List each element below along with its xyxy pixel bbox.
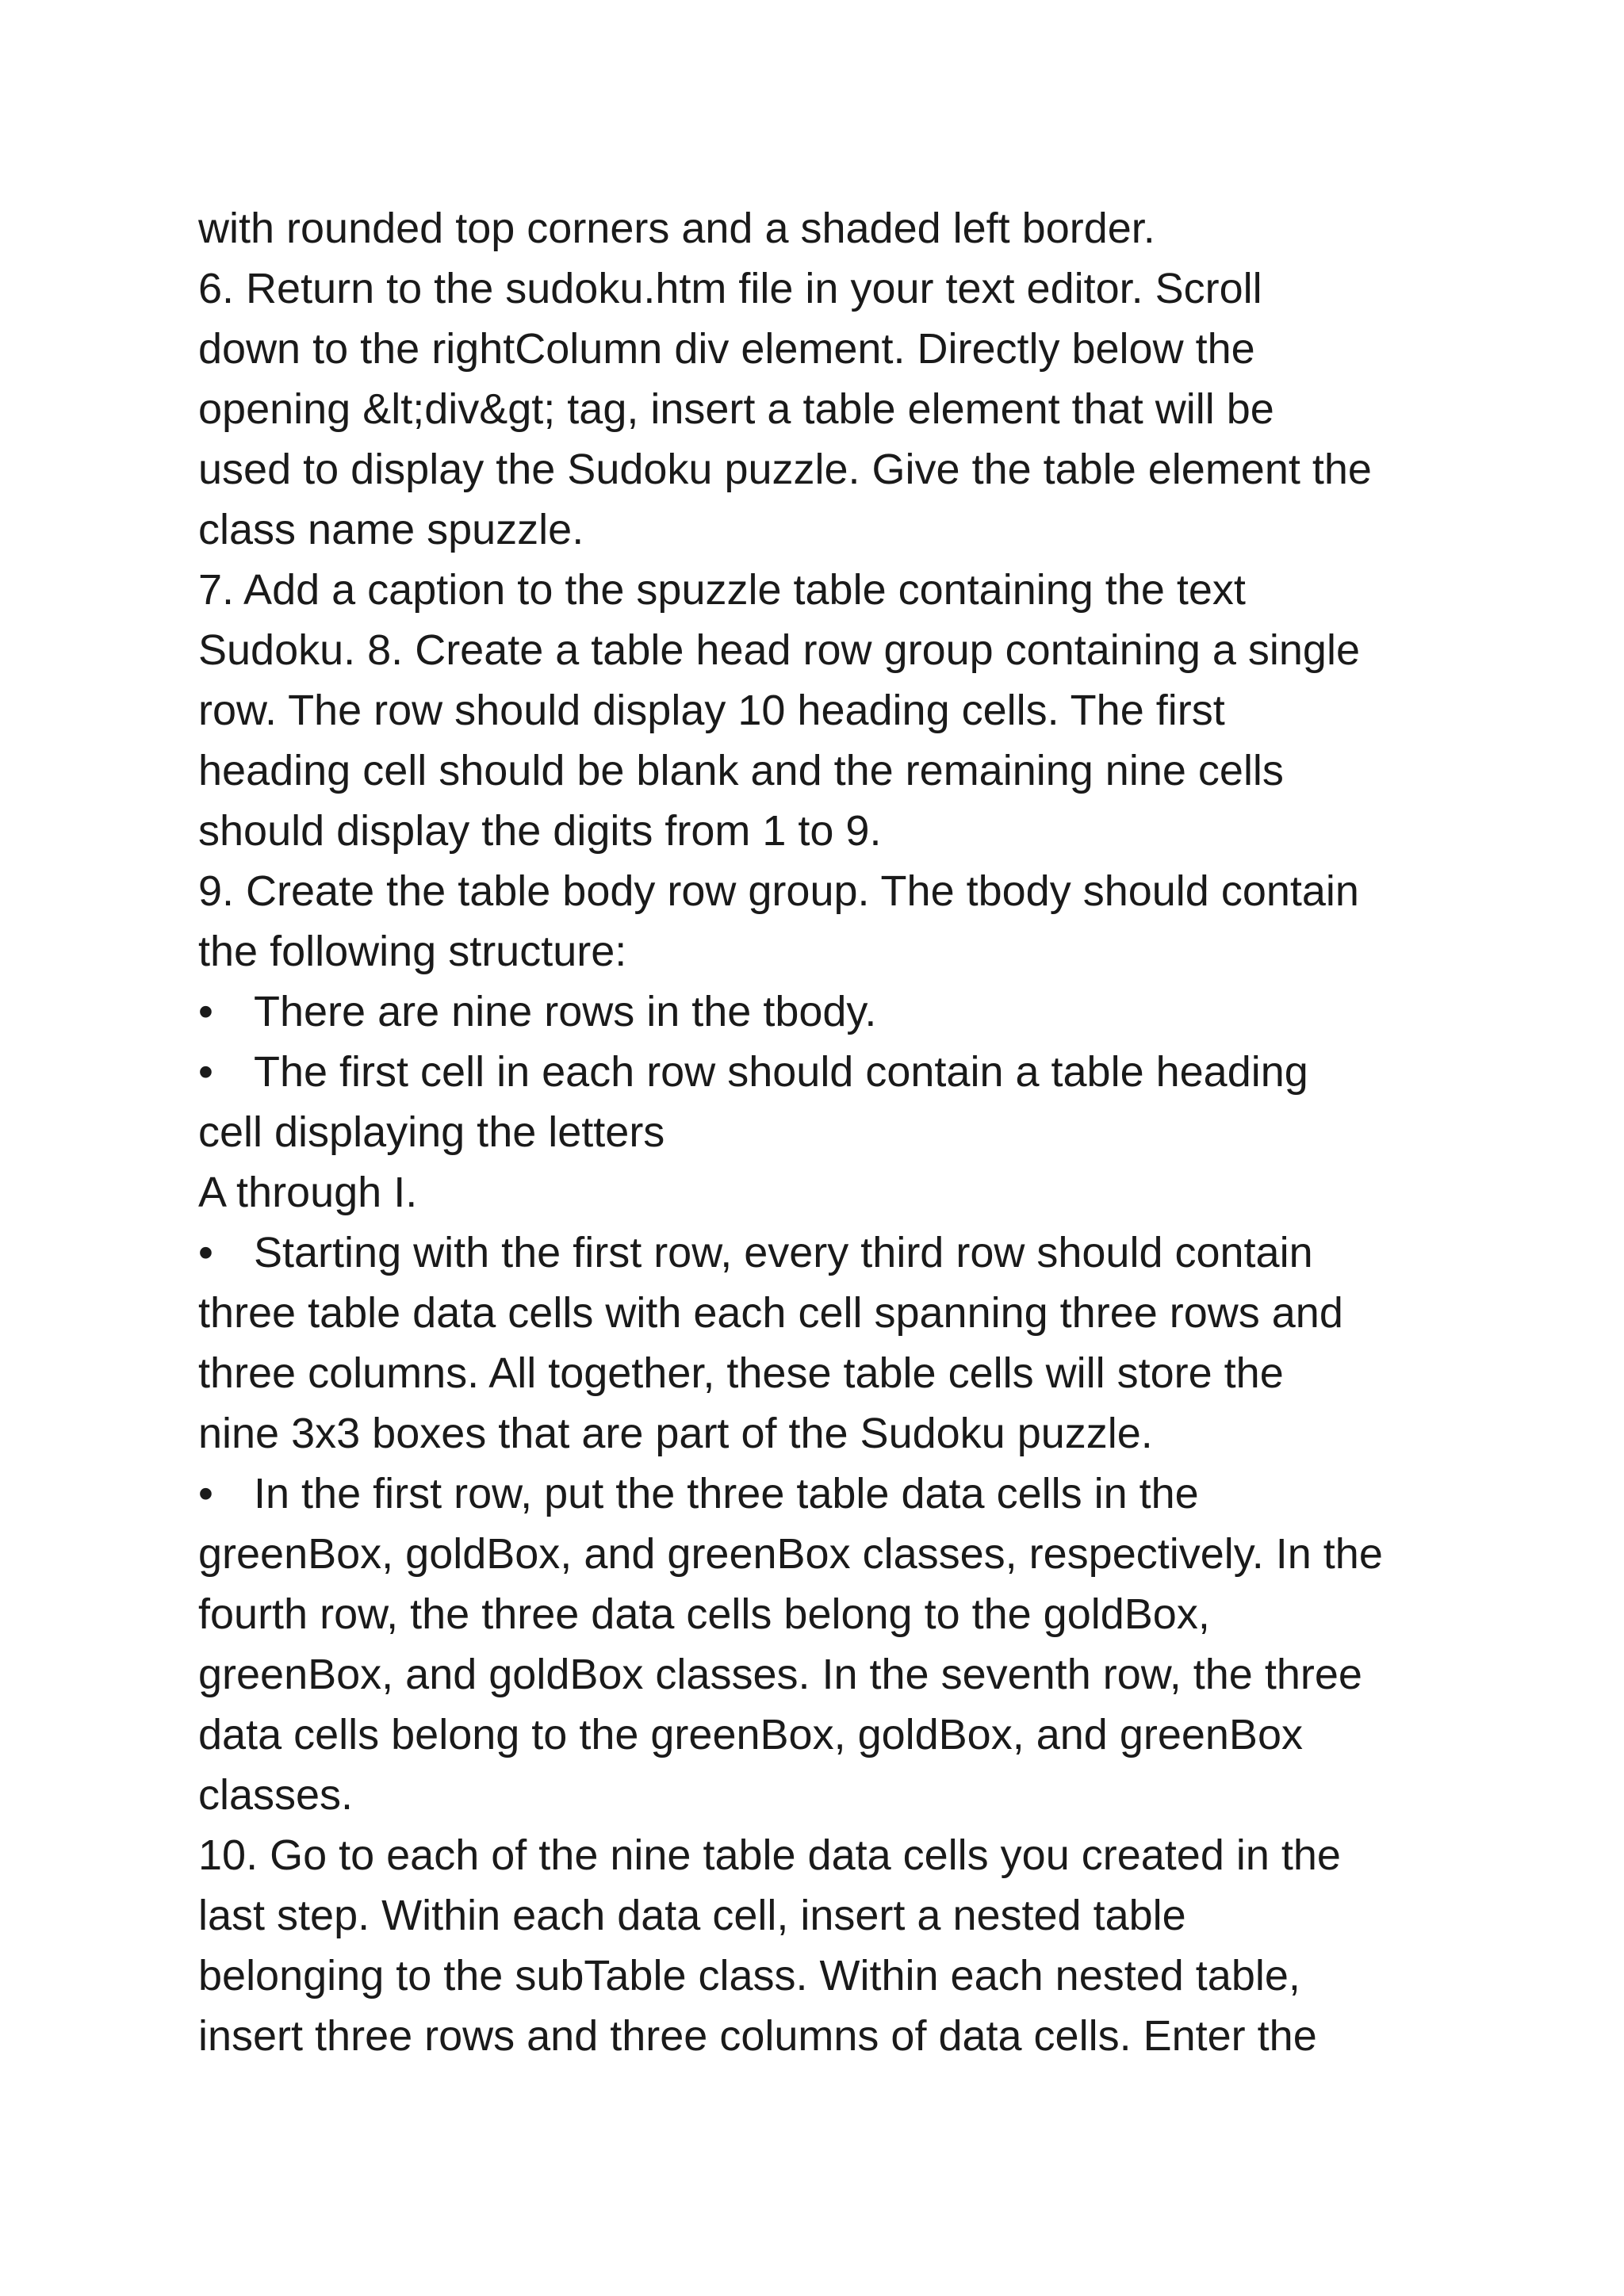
bullet-text: In the first row, put the three table data cells in the <box>254 1470 1199 1517</box>
text-line: three table data cells with each cell spanning three rows and <box>198 1289 1343 1337</box>
document-page <box>198 198 1507 2066</box>
text-line: 6. Return to the sudoku.htm file in your text editor. Scroll <box>198 265 1262 312</box>
bullet-marker: • <box>198 1048 213 1096</box>
text-line: nine 3x3 boxes that are part of the Sudoku puzzle. <box>198 1410 1153 1457</box>
text-line: greenBox, goldBox, and greenBox classes, respectively. In the <box>198 1530 1383 1578</box>
text-line: with rounded top corners and a shaded left border. <box>198 205 1155 252</box>
bullet-item <box>198 1223 1507 1283</box>
text-line: 9. Create the table body row group. The tbody should contain <box>198 867 1359 915</box>
text-line: cell displaying the letters <box>198 1108 665 1156</box>
text-line: Sudoku. 8. Create a table head row group containing a single <box>198 626 1360 674</box>
bullet-item <box>198 1042 1507 1102</box>
text-line: insert three rows and three columns of data cells. Enter the <box>198 2012 1317 2060</box>
text-line: 10. Go to each of the nine table data cells you created in the <box>198 1831 1341 1879</box>
text-line: heading cell should be blank and the remaining nine cells <box>198 747 1284 794</box>
bullet-marker: • <box>198 988 213 1035</box>
text-line: opening &lt;div&gt; tag, insert a table element that will be <box>198 385 1274 433</box>
text-line: classes. <box>198 1771 354 1819</box>
bullet-text: The first cell in each row should contain a table heading <box>254 1048 1308 1096</box>
bullet-text: Starting with the first row, every third row should contain <box>254 1229 1313 1276</box>
text-line: last step. Within each data cell, insert a nested table <box>198 1892 1186 1939</box>
text-line: should display the digits from 1 to 9. <box>198 807 882 855</box>
text-line: used to display the Sudoku puzzle. Give the table element the <box>198 446 1372 493</box>
text-line: class name spuzzle. <box>198 506 584 553</box>
bullet-marker: • <box>198 1470 213 1517</box>
text-line: 7. Add a caption to the spuzzle table containing the text <box>198 566 1246 614</box>
text-line: the following structure: <box>198 928 627 975</box>
text-line: belonging to the subTable class. Within each nested table, <box>198 1952 1300 1999</box>
bullet-text: There are nine rows in the tbody. <box>254 988 877 1035</box>
text-line: down to the rightColumn div element. Directly below the <box>198 325 1255 373</box>
bullet-item <box>198 1464 1507 1524</box>
bullet-marker: • <box>198 1229 213 1276</box>
text-line: A through I. <box>198 1169 418 1216</box>
text-line: greenBox, and goldBox classes. In the seventh row, the three <box>198 1651 1362 1698</box>
text-line: row. The row should display 10 heading cells. The first <box>198 687 1225 734</box>
text-line: three columns. All together, these table cells will store the <box>198 1349 1284 1397</box>
bullet-item <box>198 982 1507 1042</box>
text-line: fourth row, the three data cells belong to the goldBox, <box>198 1590 1210 1638</box>
text-line: data cells belong to the greenBox, goldBox, and greenBox <box>198 1711 1303 1758</box>
